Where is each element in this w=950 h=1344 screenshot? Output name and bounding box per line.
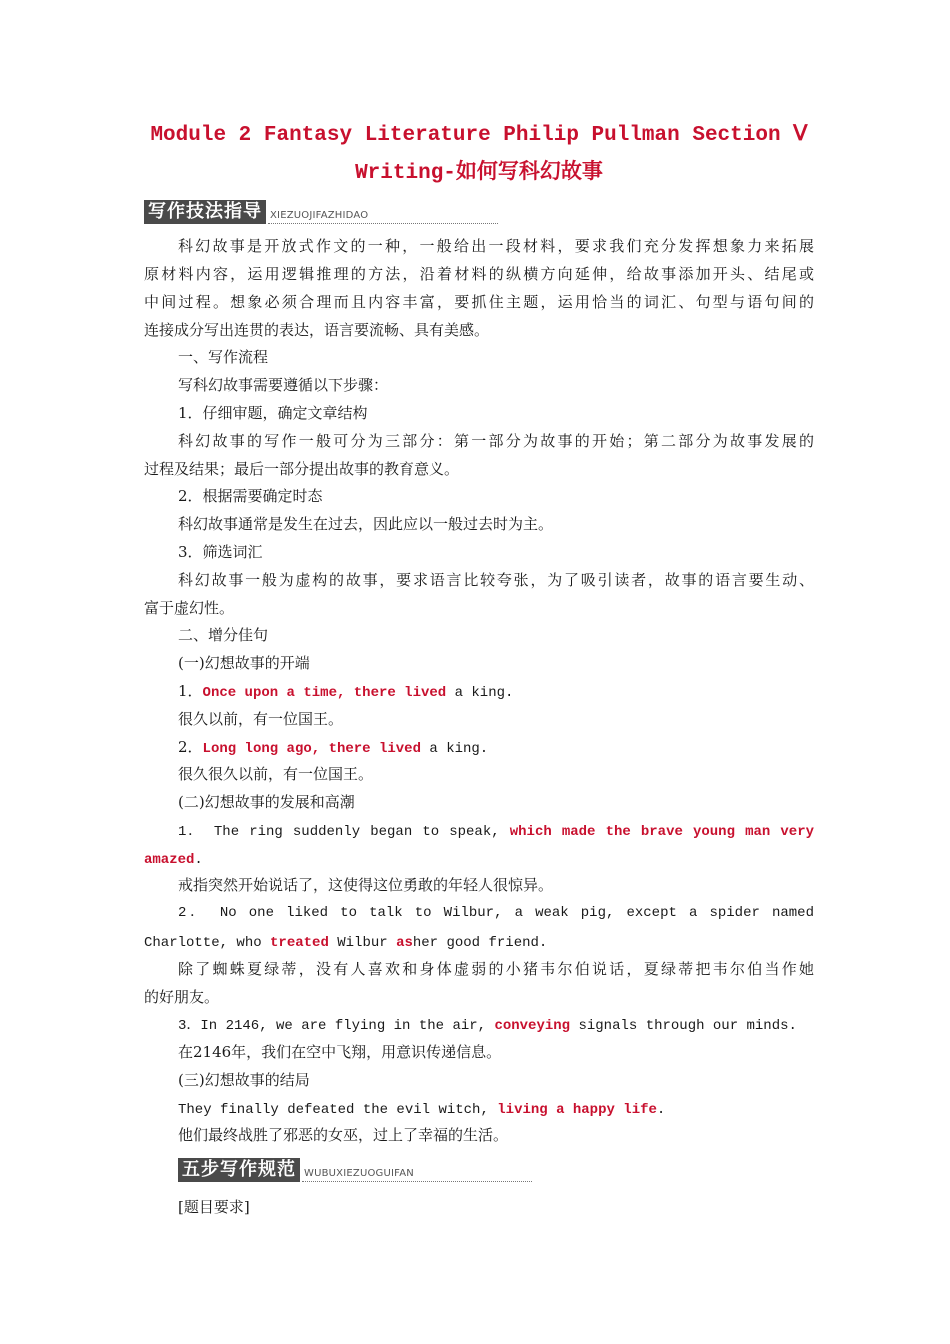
translation-line: 的好朋友。 <box>144 988 220 1006</box>
paragraph-line: 富于虚幻性。 <box>144 599 235 617</box>
sentence-text: . <box>194 852 203 868</box>
paragraph-line: 科幻故事的写作一般可分为三部分：第一部分为故事的开始；第二部分为故事发展的 <box>178 432 814 450</box>
section-heading: 二、增分佳句 <box>178 626 269 644</box>
sentence-text: Wilbur <box>328 935 397 951</box>
highlight-word: treated <box>270 935 329 951</box>
example-sentence <box>178 733 814 761</box>
section-banner-five-steps <box>178 1156 532 1182</box>
step-title: 2．根据需要确定时态 <box>178 487 323 505</box>
example-sentence <box>178 677 814 705</box>
sentence-text: . <box>656 1102 666 1118</box>
section-banner-writing-techniques <box>144 198 498 224</box>
highlight-phrase: living a happy life <box>497 1102 657 1118</box>
sub-heading: (三)幻想故事的结局 <box>178 1071 310 1089</box>
example-sentence-cont <box>144 844 814 872</box>
sentence-text: 1． The ring suddenly began to speak, <box>178 824 510 840</box>
document-title-line1: Module 2 Fantasy Literature Philip Pullman Section Ⅴ <box>150 124 808 147</box>
example-sentence: 2． No one liked to talk to Wilbur, a weak pig, except a spider named <box>178 905 814 921</box>
translation: 很久很久以前，有一位国王。 <box>178 765 374 783</box>
example-sentence <box>178 1094 814 1122</box>
paragraph: 写科幻故事需要遵循以下步骤： <box>178 376 389 394</box>
sentence-text: her good friend. <box>412 935 548 951</box>
intro-line: 科幻故事是开放式作文的一种，一般给出一段材料，要求我们充分发挥想象力来拓展 <box>178 237 814 255</box>
paragraph: 科幻故事通常是发生在过去，因此应以一般过去时为主。 <box>178 515 554 533</box>
sentence-text: They finally defeated the evil witch, <box>178 1102 498 1118</box>
sentence-text: a king. <box>420 741 489 757</box>
sentence-text: 3．In 2146, we are flying in the air, <box>178 1018 495 1034</box>
translation: 在2146年，我们在空中飞翔，用意识传递信息。 <box>178 1043 502 1061</box>
highlight-phrase: Long long ago, there lived <box>202 741 421 757</box>
example-sentence <box>178 816 814 844</box>
document-title-line2: Writing-如何写科幻故事 <box>355 162 603 185</box>
intro-line: 连接成分写出连贯的表达，语言要流畅、具有美感。 <box>144 321 490 339</box>
paragraph-line: 科幻故事一般为虚构的故事，要求语言比较夸张，为了吸引读者，故事的语言要生动、 <box>178 571 814 589</box>
highlight-phrase: amazed <box>144 852 195 868</box>
highlight-word: conveying <box>494 1018 571 1034</box>
sentence-text: a king. <box>446 685 514 701</box>
step-title: 3．筛选词汇 <box>178 543 263 561</box>
step-title: 1．仔细审题，确定文章结构 <box>178 404 368 422</box>
paragraph-line: 过程及结果；最后一部分提出故事的教育意义。 <box>144 460 460 478</box>
banner-label: 写作技法指导 <box>144 200 266 224</box>
translation: 很久以前，有一位国王。 <box>178 710 344 728</box>
sub-heading: (二)幻想故事的发展和高潮 <box>178 793 355 811</box>
example-sentence-cont <box>144 927 814 955</box>
section-heading: 一、写作流程 <box>178 348 269 366</box>
sentence-text: signals through our minds. <box>570 1018 797 1034</box>
requirements-label: [题目要求] <box>178 1198 250 1216</box>
highlight-phrase: which made the brave young man very <box>509 824 814 840</box>
highlight-phrase: Once upon a time, there lived <box>202 685 447 701</box>
sub-heading: (一)幻想故事的开端 <box>178 654 310 672</box>
sentence-text: Charlotte, who <box>144 935 271 951</box>
example-number: 1． <box>178 682 203 700</box>
banner-pinyin: WUBUXIEZUOGUIFAN <box>302 1168 532 1182</box>
translation: 戒指突然开始说话了，这使得这位勇敢的年轻人很惊异。 <box>178 876 554 894</box>
banner-pinyin: XIEZUOJIFAZHIDAO <box>268 210 498 224</box>
intro-line: 中间过程。想象必须合理而且内容丰富，要抓住主题，运用恰当的词汇、句型与语句间的 <box>144 293 814 311</box>
highlight-word: as <box>396 935 413 951</box>
example-sentence <box>178 1010 814 1038</box>
example-number: 2． <box>178 738 203 756</box>
intro-line: 原材料内容，运用逻辑推理的方法，沿着材料的纵横方向延伸，给故事添加开头、结尾或 <box>144 265 814 283</box>
translation: 他们最终战胜了邪恶的女巫，过上了幸福的生活。 <box>178 1126 509 1144</box>
translation-line: 除了蜘蛛夏绿蒂，没有人喜欢和身体虚弱的小猪韦尔伯说话，夏绿蒂把韦尔伯当作她 <box>178 960 814 978</box>
banner-label: 五步写作规范 <box>178 1158 300 1182</box>
